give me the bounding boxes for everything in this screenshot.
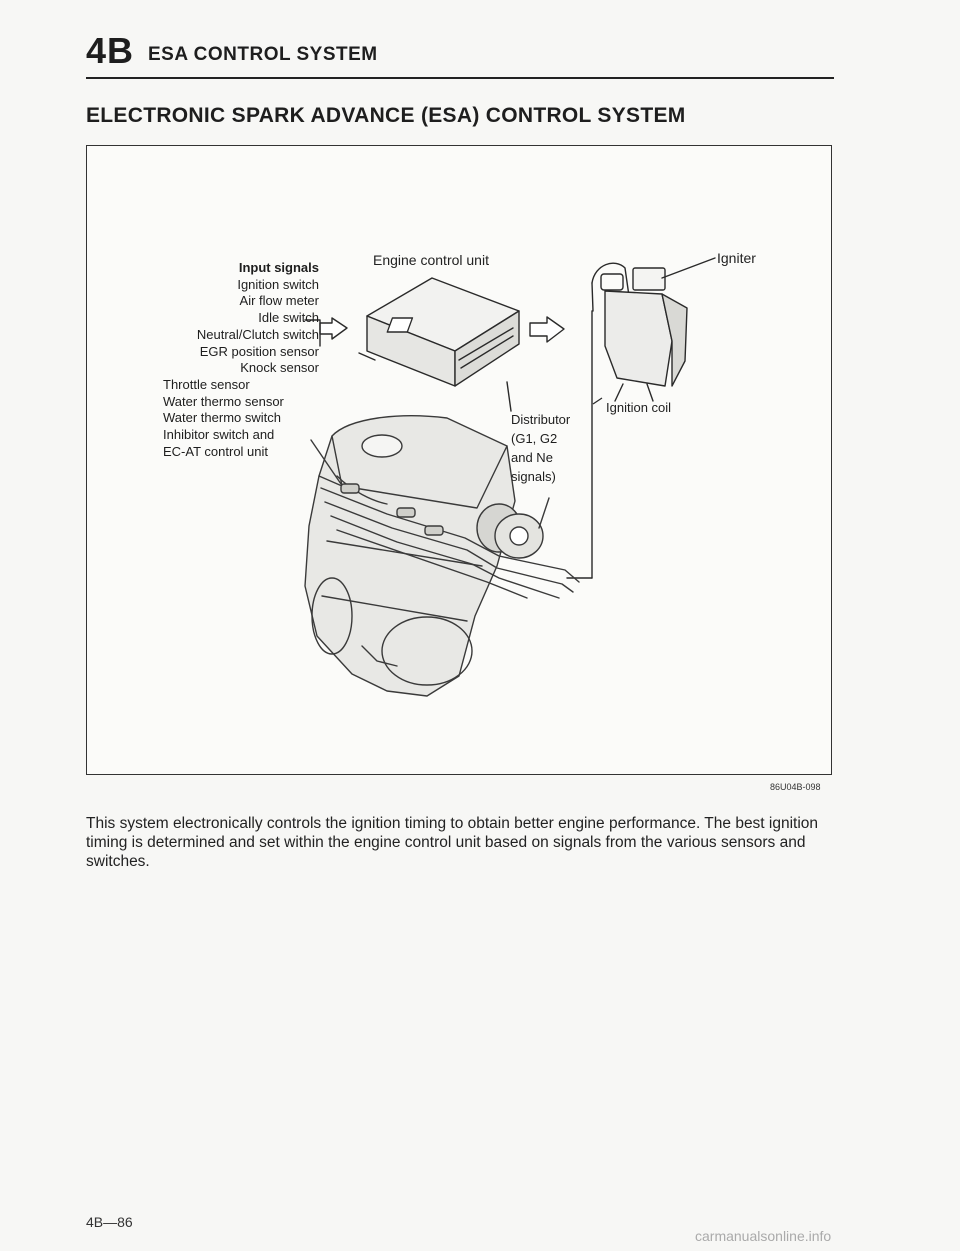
page-header (86, 30, 834, 76)
header-rule (86, 77, 834, 79)
distributor-label: Distributor (511, 412, 571, 427)
input-signal-item: Neutral/Clutch switch (196, 326, 319, 342)
page-title: ELECTRONIC SPARK ADVANCE (ESA) CONTROL SYSTEM (86, 104, 686, 127)
watermark: carmanualsonline.info (695, 1228, 832, 1244)
input-signal-item: Ignition switch (237, 276, 319, 292)
engine-control-unit-drawing (359, 278, 519, 386)
input-signal-item: Water thermo switch (163, 410, 281, 426)
distributor-signal-line: and Ne (511, 450, 553, 465)
distributor-signal-line: signals) (511, 469, 556, 484)
input-signal-item: Knock sensor (240, 360, 319, 376)
engine-control-unit-label: Engine control unit (373, 252, 489, 268)
body-paragraph: This system electronically controls the ignition timing to obtain better engine performance. The best ignition timing is determined and set within the engine control unit based on signals from the various sensors and switches. (86, 815, 819, 870)
input-signal-item: EC-AT control unit (163, 443, 269, 459)
input-signal-item: EGR position sensor (199, 343, 319, 359)
input-signal-item: Throttle sensor (163, 376, 250, 392)
diagram-illustration (87, 146, 833, 776)
section-title: ESA CONTROL SYSTEM (148, 44, 378, 65)
input-signals-list (163, 260, 319, 460)
distributor-label-group (511, 410, 570, 486)
system-diagram (86, 145, 832, 775)
input-signal-item: Water thermo sensor (163, 393, 284, 409)
ignition-coil-drawing (592, 258, 715, 401)
distributor-signal-line: (G1, G2 (511, 431, 558, 446)
figure-id: 86U04B-098 (770, 782, 821, 792)
input-signal-item: Inhibitor switch and (163, 427, 275, 443)
input-signal-item: Air flow meter (239, 293, 319, 309)
input-signals-heading: Input signals (238, 260, 319, 275)
page-number: 4B—86 (86, 1214, 133, 1230)
section-code: 4B (86, 30, 135, 71)
igniter-label: Igniter (717, 250, 756, 266)
ignition-coil-label: Ignition coil (606, 400, 672, 415)
input-signal-item: Idle switch (258, 310, 319, 326)
